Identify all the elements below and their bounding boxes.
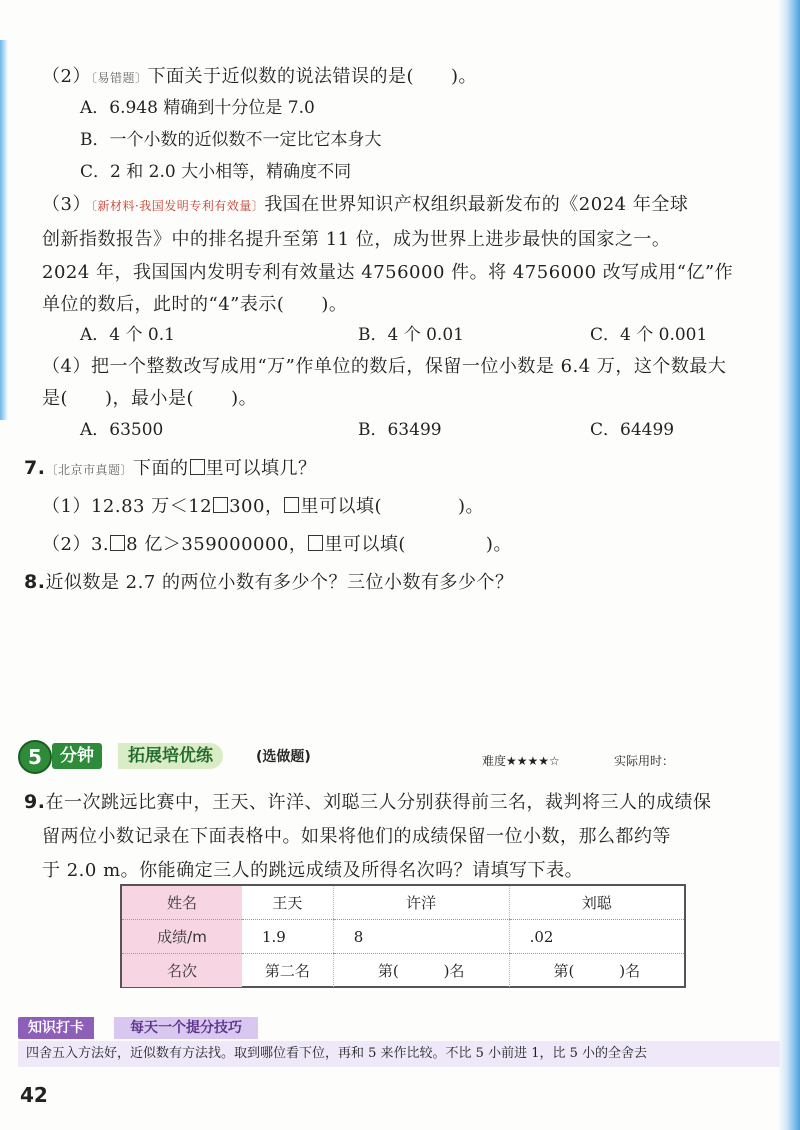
q6-4-line1: （4）把一个整数改写成用“万”作单位的数后，保留一位小数是 6.4 万，这个数最大	[42, 356, 727, 377]
q7-1-text-b: 300，	[229, 496, 284, 517]
q8-number: 8.	[24, 571, 46, 593]
actual-time-label: 实际用时：	[614, 754, 675, 768]
section-title: 拓展培优练	[118, 743, 223, 769]
q7-1-text-c: 里可以填(	[300, 496, 382, 517]
page-edge-decoration-left	[0, 40, 8, 420]
q6-4-option-b: B．63499	[358, 420, 442, 440]
table-row	[122, 886, 684, 920]
q7-2-text-c: 里可以填(	[324, 534, 406, 555]
page-edge-decoration	[778, 0, 800, 1130]
q6-2-option-c: C．2 和 2.0 大小相等，精确度不同	[80, 162, 352, 182]
q8	[24, 568, 514, 594]
q9-line2: 留两位小数记录在下面表格中。如果将他们的成绩保留一位小数，那么都约等	[42, 826, 671, 847]
q7-title	[24, 454, 317, 480]
q9-line3: 于 2.0 m。你能确定三人的跳远成绩及所得名次吗？请填写下表。	[42, 860, 584, 881]
row-header-score: 成绩/m	[122, 920, 242, 954]
q6-3-option-a: A．4 个 0.1	[80, 325, 175, 345]
q7-1-text-a: （1）12.83 万＜12	[42, 496, 213, 517]
knowledge-tip-box	[18, 1017, 780, 1067]
difficulty-rating: 难度★★★★☆	[482, 754, 560, 768]
q6-4-option-a: A．63500	[80, 420, 164, 440]
q6-4-option-c: C．64499	[590, 420, 675, 440]
blank-box	[308, 535, 323, 551]
table-cell-name-wangtian: 王天	[242, 886, 333, 920]
page-number: 42	[20, 1083, 48, 1107]
q7-2-text-b: 8 亿＞359000000，	[126, 534, 308, 555]
q7-2-text-a: （2）3.	[42, 534, 110, 555]
q6-2-text: 下面关于近似数的说法错误的是( )。	[147, 66, 478, 87]
q7-2-text-d: )。	[485, 534, 512, 555]
table-cell-name-liucong: 刘聪	[509, 886, 684, 920]
q9-text1: 在一次跳远比赛中，王天、许洋、刘聪三人分别获得前三名，裁判将三人的成绩保	[45, 792, 712, 813]
q6-3-line3: 2024 年，我国国内发明专利有效量达 4756000 件。将 4756000 改写成用“亿”作	[42, 262, 734, 283]
q7-tag: 〔北京市真题〕	[45, 463, 133, 477]
q6-3-option-c: C．4 个 0.001	[590, 325, 708, 345]
q7-number: 7.	[24, 457, 46, 479]
q6-2-prefix: （2）	[42, 66, 91, 87]
blank-box	[284, 497, 299, 513]
table-cell-score-liucong[interactable]: .02	[509, 920, 684, 954]
table-cell-score-xuyang[interactable]: 8	[333, 920, 509, 954]
q6-3-text1: 我国在世界知识产权组织最新发布的《2024 年全球	[264, 194, 689, 215]
q7-2	[42, 530, 512, 556]
q6-2-tag: 〔易错题〕	[90, 71, 148, 85]
q6-2-option-b: B．一个小数的近似数不一定比它本身大	[80, 130, 382, 150]
section-circle-number: 5	[18, 740, 52, 774]
q6-3-line4: 单位的数后，此时的“4”表示( )。	[42, 294, 348, 315]
row-header-rank: 名次	[122, 954, 242, 988]
table-cell-score-wangtian[interactable]: 1.9	[242, 920, 333, 954]
q8-text: 近似数是 2.7 的两位小数有多少个？三位小数有多少个？	[45, 572, 514, 593]
blank-box[interactable]	[110, 535, 125, 551]
q6-3-line2: 创新指数报告》中的排名提升至第 11 位，成为世界上进步最快的国家之一。	[42, 229, 671, 250]
table-cell-rank-wangtian: 第二名	[264, 962, 310, 980]
q9-line1	[24, 788, 711, 814]
section-minutes-label: 分钟	[52, 743, 102, 769]
q6-3-prefix: （3）	[42, 194, 91, 215]
row-header-name: 姓名	[122, 886, 242, 920]
q6-4-line2: 是( )，最小是( )。	[42, 388, 258, 409]
blank-box[interactable]	[213, 497, 228, 513]
q7-title-text-b: 里可以填几？	[205, 458, 317, 479]
blank-box	[190, 459, 205, 475]
section-optional-label: (选做题)	[256, 749, 311, 765]
q7-title-text-a: 下面的	[133, 458, 189, 479]
results-table	[120, 884, 686, 988]
table-cell-rank-xuyang[interactable]: 第( )名	[333, 954, 509, 988]
q6-3-option-b: B．4 个 0.01	[358, 325, 464, 345]
q7-1-text-d: )。	[458, 496, 485, 517]
q6-3-line1	[42, 190, 688, 216]
section-banner	[18, 740, 658, 774]
tip-subtitle: 每天一个提分技巧	[114, 1017, 258, 1039]
q6-2-stem	[42, 62, 477, 88]
table-row	[122, 954, 684, 988]
table-row	[122, 920, 684, 954]
q6-2-option-a: A．6.948 精确到十分位是 7.0	[80, 98, 315, 118]
q9-number: 9.	[24, 791, 46, 813]
q7-1	[42, 492, 484, 518]
tip-label: 知识打卡	[18, 1017, 94, 1039]
tip-body: 四舍五入方法好，近似数有方法找。取到哪位看下位，再和 5 来作比较。不比 5 小前进 1，比 5 小的全舍去	[18, 1041, 780, 1067]
table-cell-name-xuyang: 许洋	[333, 886, 509, 920]
table-cell-rank-liucong[interactable]: 第( )名	[509, 954, 684, 988]
q6-3-tag: 〔新材料·我国发明专利有效量〕	[90, 199, 265, 213]
